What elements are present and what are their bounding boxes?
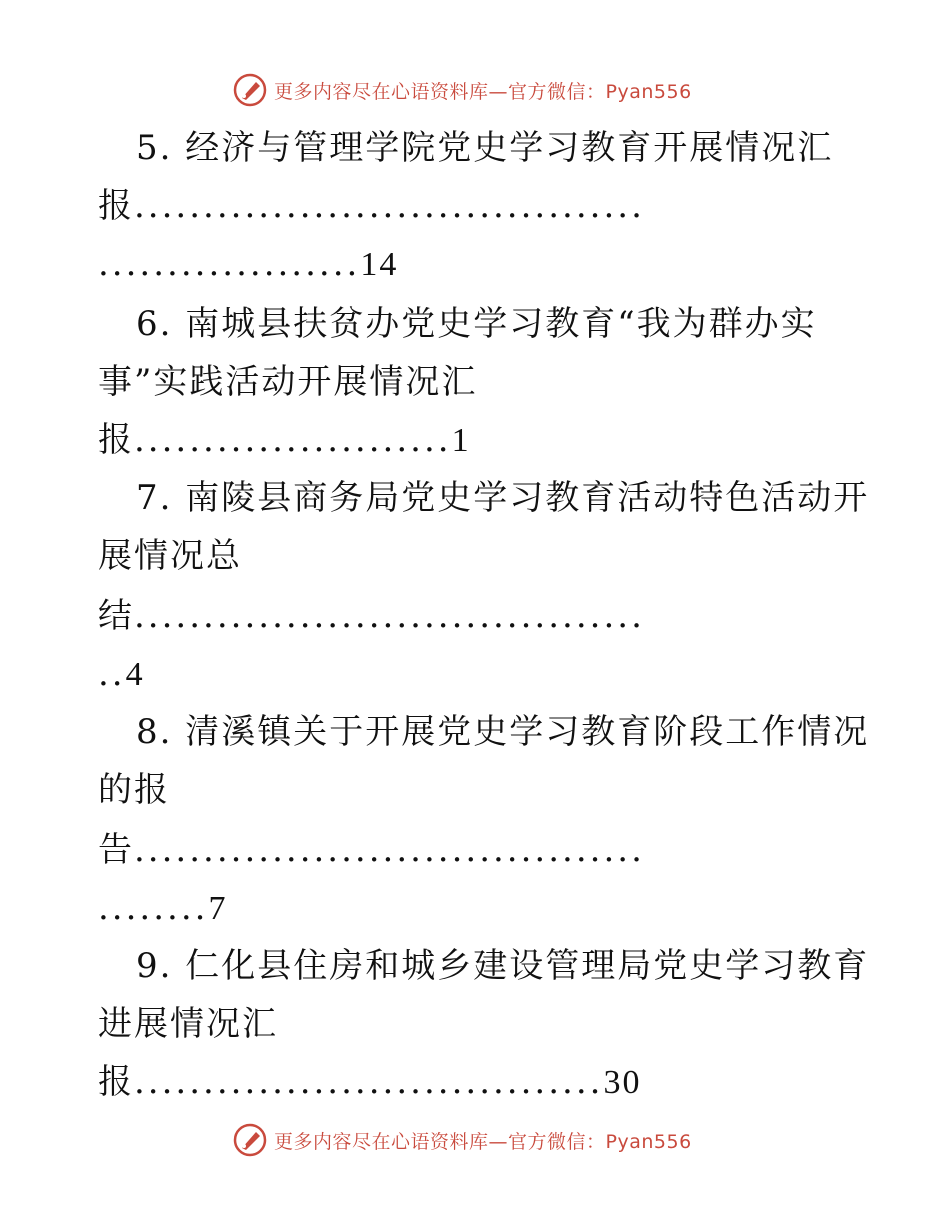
toc-entry-title — [136, 944, 896, 988]
toc-entry-title-text: 的报 — [98, 770, 170, 810]
banner-text: 更多内容尽在心语资料库—官方微信：Pyan556 — [274, 80, 692, 103]
toc-entry-leader-line — [98, 828, 858, 872]
dot-leader: ....................... — [134, 420, 452, 460]
toc-entry-number: 5. — [136, 128, 173, 168]
toc-entry-leader-line — [98, 418, 858, 463]
toc-page-number[interactable]: 30 — [603, 1064, 642, 1101]
toc-entry-leader-line — [98, 242, 858, 287]
toc-entry-title-text: 南城县扶贫办党史学习教育“我为群办实 — [185, 304, 817, 344]
toc-entry-title — [136, 710, 896, 754]
toc-entry-leader-line — [98, 886, 858, 931]
toc-entry-title-continued — [98, 1002, 858, 1046]
toc-entry-number: 8. — [136, 712, 173, 752]
toc-entry-leader-line — [98, 594, 858, 638]
banner-text: 更多内容尽在心语资料库—官方微信：Pyan556 — [274, 1130, 692, 1153]
dot-leader: ........ — [98, 888, 209, 928]
dot-leader: .. — [98, 654, 126, 694]
toc-entry-title — [136, 476, 896, 520]
toc-entry-number: 7. — [136, 478, 173, 518]
toc-entry-title — [136, 126, 896, 170]
toc-page-number[interactable]: 7 — [208, 890, 228, 927]
toc-page-number[interactable]: 4 — [125, 656, 145, 693]
dot-leader: ................... — [98, 244, 361, 284]
toc-entry-leader-line — [98, 652, 858, 697]
toc-entry-title-text: 事”实践活动开展情况汇 — [98, 362, 478, 402]
toc-entry-leader-line — [98, 1060, 858, 1105]
toc-entry-title-end: 报 — [98, 420, 134, 460]
footer-banner — [232, 1120, 692, 1160]
toc-entry-number: 6. — [136, 304, 173, 344]
toc-entry-title-text: 进展情况汇 — [98, 1004, 278, 1044]
toc-entry-title-text: 仁化县住房和城乡建设管理局党史学习教育 — [185, 946, 870, 986]
toc-entry-title-text: 经济与管理学院党史学习教育开展情况汇 — [185, 128, 834, 168]
toc-entry-title-end: 告 — [98, 830, 134, 870]
toc-entry-title-end: 报 — [98, 1062, 134, 1102]
toc-entry-leader-line — [98, 184, 858, 228]
toc-entry-title-end: 结 — [98, 596, 134, 636]
dot-leader: ..................................... — [134, 186, 645, 226]
dot-leader: .................................. — [134, 1062, 604, 1102]
toc-page-number[interactable]: 1 — [451, 422, 471, 459]
toc-entry-title-text: 展情况总 — [98, 536, 242, 576]
toc-entry-title-continued — [98, 360, 858, 404]
header-banner — [232, 70, 692, 110]
toc-entry-title-continued — [98, 768, 858, 812]
dot-leader: ..................................... — [134, 596, 645, 636]
toc-entry-title — [136, 302, 896, 346]
toc-entry-title-end: 报 — [98, 186, 134, 226]
toc-entry-title-continued — [98, 534, 858, 578]
dot-leader: ..................................... — [134, 830, 645, 870]
toc-entry-title-text: 南陵县商务局党史学习教育活动特色活动开 — [185, 478, 870, 518]
pen-logo-icon — [232, 72, 268, 108]
pen-logo-icon — [232, 1122, 268, 1158]
toc-page-number[interactable]: 14 — [360, 246, 399, 283]
toc-entry-title-text: 清溪镇关于开展党史学习教育阶段工作情况 — [185, 712, 870, 752]
toc-entry-number: 9. — [136, 946, 173, 986]
